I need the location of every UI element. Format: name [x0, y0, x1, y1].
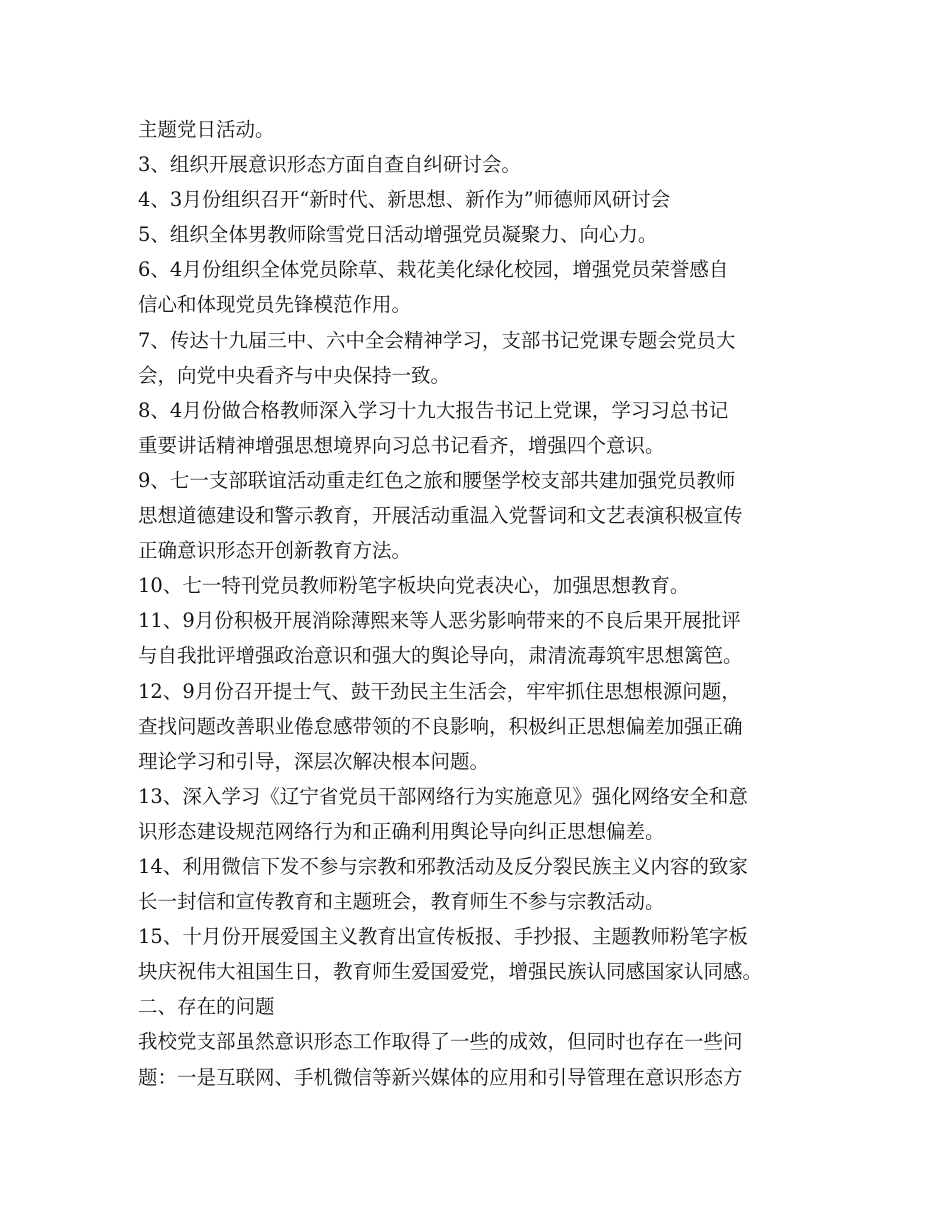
text-line: 15、十月份开展爱国主义教育出宣传板报、手抄报、主题教师粉笔字板 — [138, 925, 748, 949]
text-line: 块庆祝伟大祖国生日，教育师生爱国爱党，增强民族认同感国家认同感。 — [138, 960, 763, 984]
section-heading: 二、存在的问题 — [138, 995, 275, 1019]
text-line: 思想道德建设和警示教育，开展活动重温入党誓词和文艺表演积极宣传 — [138, 504, 743, 528]
text-line: 重要讲话精神增强思想境界向习总书记看齐，增强四个意识。 — [138, 433, 665, 457]
text-line: 主题党日活动。 — [138, 118, 275, 141]
text-line: 13、深入学习《辽宁省党员干部网络行为实施意见》强化网络安全和意 — [138, 784, 748, 808]
document-body — [138, 112, 838, 1095]
text-line: 长一封信和宣传教育和主题班会，教育师生不参与宗教活动。 — [138, 890, 665, 914]
text-line: 识形态建设规范网络行为和正确利用舆论导向纠正思想偏差。 — [138, 819, 665, 843]
text-line: 6、4月份组织全体党员除草、栽花美化绿化校园，增强党员荣誉感自 — [138, 258, 729, 282]
text-line: 14、利用微信下发不参与宗教和邪教活动及反分裂民族主义内容的致家 — [138, 854, 748, 878]
text-line: 正确意识形态开创新教育方法。 — [138, 539, 412, 563]
text-line: 会，向党中央看齐与中央保持一致。 — [138, 363, 451, 387]
text-line: 8、4月份做合格教师深入学习十九大报告书记上党课，学习习总书记 — [138, 398, 729, 422]
text-line: 4、3月份组织召开“新时代、新思想、新作为”师德师风研讨会 — [138, 188, 671, 212]
text-line: 理论学习和引导，深层次解决根本问题。 — [138, 749, 490, 773]
text-line: 查找问题改善职业倦怠感带领的不良影响，积极纠正思想偏差加强正确 — [138, 714, 743, 738]
text-line: 3、组织开展意识形态方面自查自纠研讨会。 — [138, 153, 521, 177]
text-line: 题：一是互联网、手机微信等新兴媒体的应用和引导管理在意识形态方 — [138, 1065, 743, 1089]
text-line: 10、七一特刊党员教师粉笔字板块向党表决心，加强思想教育。 — [138, 574, 690, 598]
text-line: 9、七一支部联谊活动重走红色之旅和腰堡学校支部共建加强党员教师 — [138, 468, 736, 492]
text-line: 12、9月份召开提士气、鼓干劲民主生活会，牢牢抓住思想根源问题， — [138, 679, 741, 703]
text-line: 7、传达十九届三中、六中全会精神学习，支部书记党课专题会党员大 — [138, 328, 736, 352]
text-line: 5、组织全体男教师除雪党日活动增强党员凝聚力、向心力。 — [138, 223, 658, 247]
text-line: 11、9月份积极开展消除薄熙来等人恶劣影响带来的不良后果开展批评 — [138, 609, 741, 633]
text-line: 信心和体现党员先锋模范作用。 — [138, 293, 412, 317]
text-line: 我校党支部虽然意识形态工作取得了一些的成效，但同时也存在一些问 — [138, 1030, 743, 1054]
text-line: 与自我批评增强政治意识和强大的舆论导向，肃清流毒筑牢思想篱笆。 — [138, 644, 743, 668]
